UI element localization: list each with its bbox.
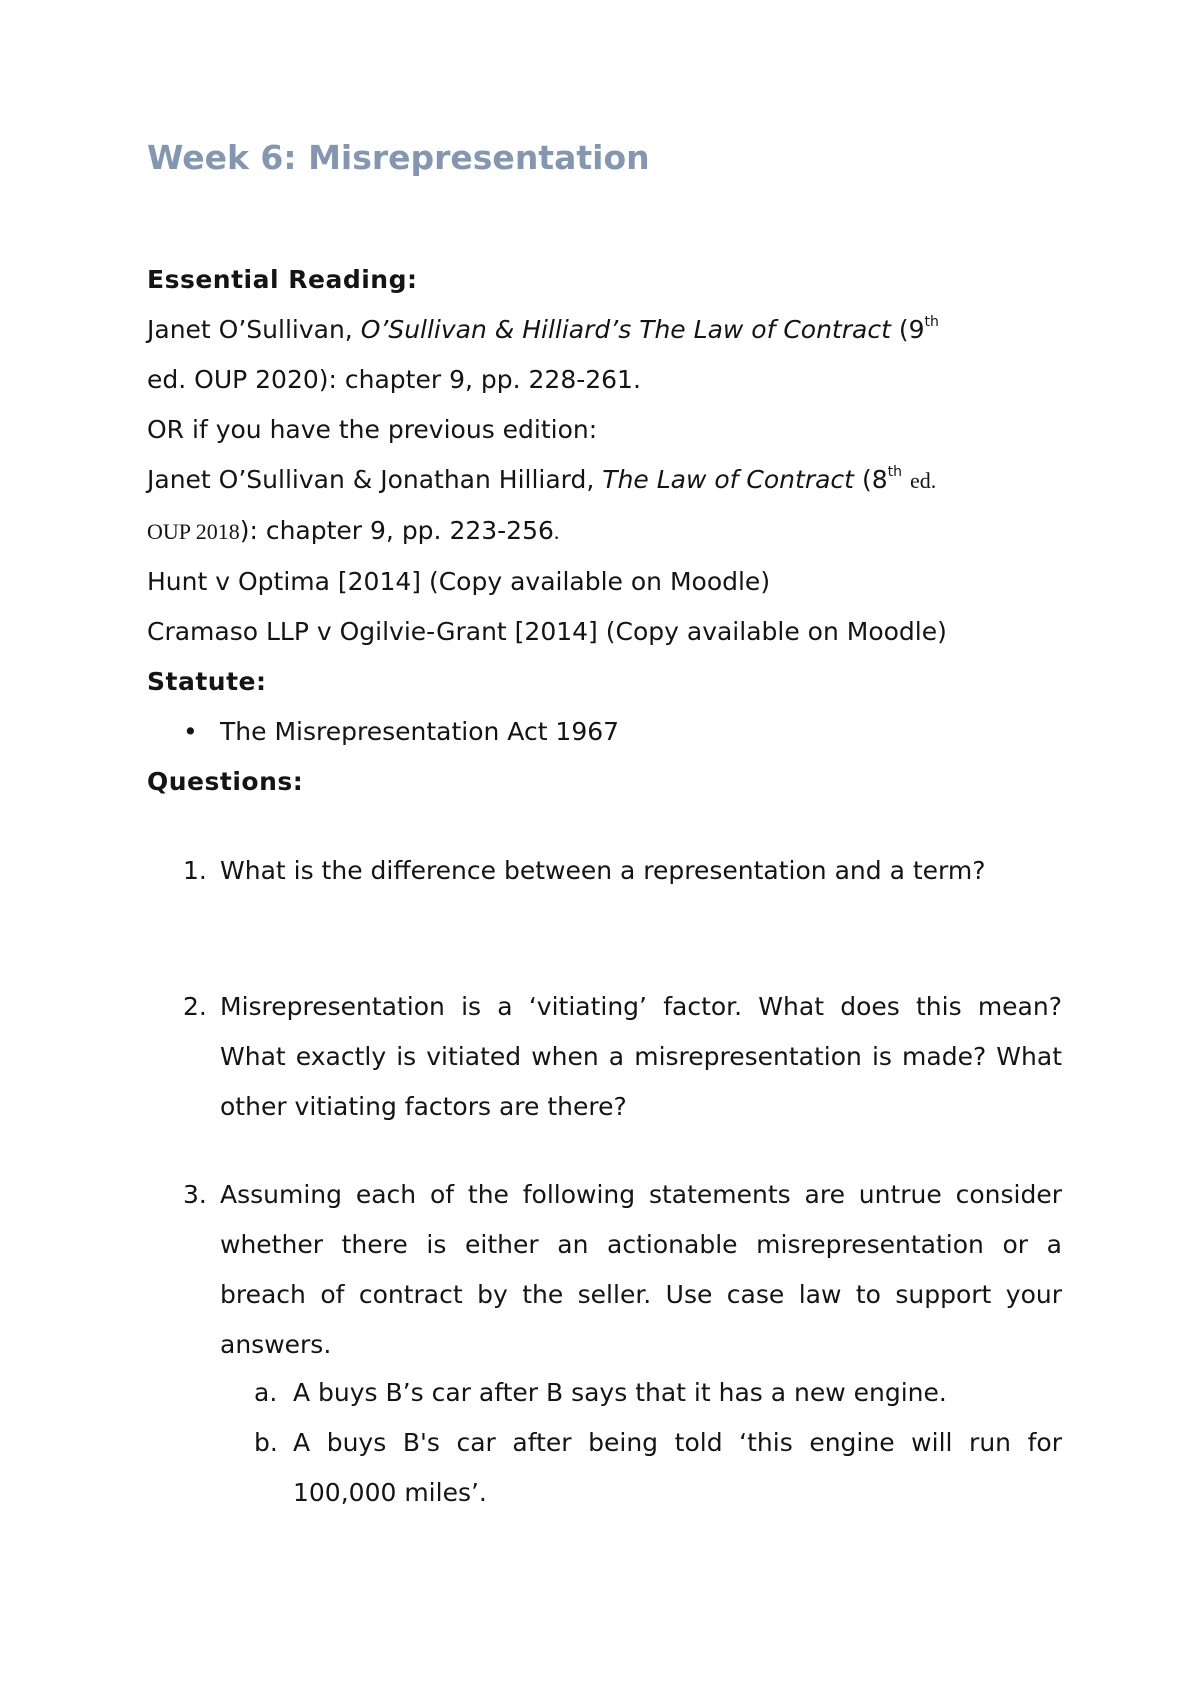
sub-question-a — [220, 1368, 1062, 1418]
bullet-icon: • — [183, 717, 198, 746]
question-number: 1. — [183, 856, 207, 885]
reference-1-paren: (9 — [898, 315, 925, 344]
page-title: Week 6: Misrepresentation — [147, 138, 650, 177]
case-cramaso: Cramaso LLP v Ogilvie-Grant [2014] (Copy available on Moodle) — [147, 617, 947, 646]
statute-item-text: The Misrepresentation Act 1967 — [220, 717, 620, 746]
essential-reading-heading: Essential Reading: — [147, 265, 418, 294]
statute-item — [147, 707, 1062, 757]
reference-2-book: The Law of Contract — [602, 465, 854, 494]
reference-2-period: . — [553, 519, 560, 544]
reference-1-book: O’Sullivan & Hilliard’s The Law of Contract — [360, 315, 891, 344]
sub-question-letter: b. — [254, 1428, 278, 1457]
sub-question-text: A buys B's car after being told ‘this engine will run for 100,000 miles’. — [293, 1428, 1062, 1507]
question-number: 2. — [183, 992, 207, 1021]
reference-1-line-1 — [147, 305, 1062, 355]
reading-section — [147, 255, 1062, 757]
reference-1-line-2: ed. OUP 2020): chapter 9, pp. 228-261. — [147, 365, 641, 394]
questions-section — [147, 757, 1062, 807]
case-hunt-v-optima: Hunt v Optima [2014] (Copy available on Moodle) — [147, 567, 771, 596]
sub-question-b — [220, 1418, 1062, 1518]
reference-2-line-1 — [147, 455, 1062, 506]
sub-question-text: A buys B’s car after B says that it has a new engine. — [293, 1378, 947, 1407]
statute-heading: Statute: — [147, 667, 267, 696]
reference-2-publisher: OUP 2018 — [147, 519, 240, 544]
question-1 — [147, 846, 1062, 896]
previous-edition-note: OR if you have the previous edition: — [147, 415, 598, 444]
question-text: Assuming each of the following statements are untrue consider whether there is either an actionable misrepresentation or a breach of contract by the seller. Use case law to support your answers. — [220, 1180, 1062, 1359]
reference-1-sup: th — [924, 314, 939, 330]
question-text: Misrepresentation is a ‘vitiating’ factor. What does this mean? What exactly is vitiated when a misrepresentation is made? What other vitiating factors are there? — [220, 992, 1062, 1121]
reference-1-author: Janet O’Sullivan, — [147, 315, 353, 344]
sub-question-letter: a. — [254, 1378, 278, 1407]
reference-2-sup: th — [887, 464, 902, 480]
question-text: What is the difference between a representation and a term? — [220, 856, 986, 885]
reference-2-pages: ): chapter 9, pp. 223-256 — [239, 516, 554, 545]
reference-2-line-2 — [147, 506, 1062, 557]
questions-heading: Questions: — [147, 767, 304, 796]
reference-2-paren: (8 — [861, 465, 888, 494]
question-3 — [147, 1170, 1062, 1370]
question-number: 3. — [183, 1180, 207, 1209]
question-2 — [147, 982, 1062, 1132]
reference-2-ed: ed. — [909, 468, 937, 493]
reference-2-author: Janet O’Sullivan & Jonathan Hilliard, — [147, 465, 595, 494]
